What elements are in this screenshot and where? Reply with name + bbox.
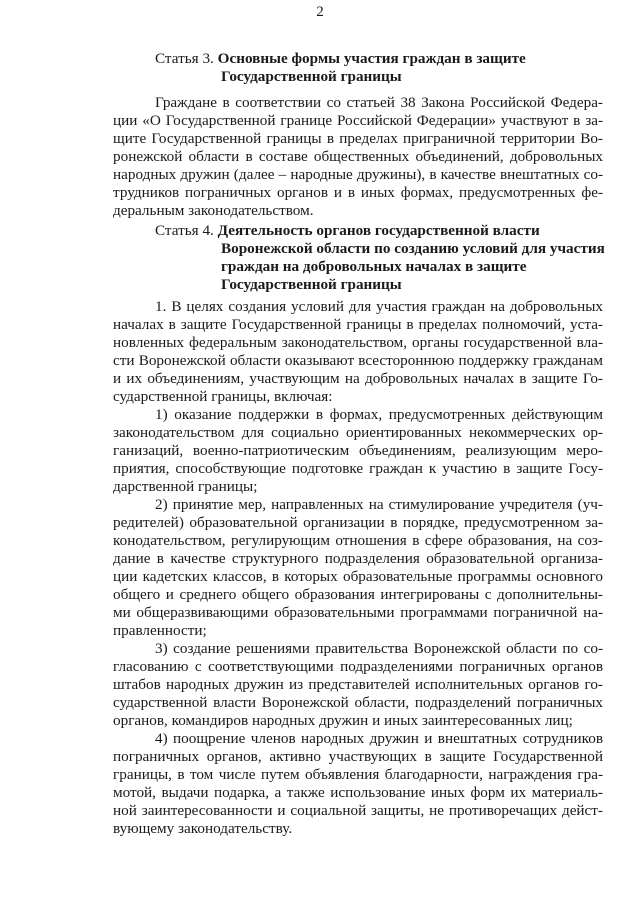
article4-body-line: 4) поощрение членов народных дружин и внештатных сотрудников [155,730,603,747]
article3-body-line: щите Государственной границы в пределах приграничной территории Во- [113,130,603,147]
article4-body-line: сударственной границы, включая: [113,388,333,405]
page-number: 2 [316,4,324,20]
article3-body-line: деральным законодательством. [113,202,314,219]
article4-body-line: вующему законодательству. [113,820,293,837]
article4-title-1: Деятельность органов государственной власти [217,222,540,239]
article3-prefix: Статья 3. [155,50,214,67]
article4-body-line: дание в качестве структурного подразделения образовательной организа- [113,550,603,567]
article4-body-line: гласованию с соответствующими подразделениями пограничных органов [113,658,603,675]
article4-title-2: Воронежской области по созданию условий для участия [221,240,605,257]
article3-body-line: трудников пограничных органов и в иных формах, предусмотренных фе- [113,184,603,201]
article3-body-line: ции «О Государственной границе Российской Федерации» участвуют в за- [113,112,603,129]
article4-body-line: ганизаций, военно-патриотическим объединениям, реализующим меро- [113,442,603,459]
article3-heading-line-1 [155,50,526,68]
article4-heading-line-1 [155,222,540,240]
article3-title-1: Основные формы участия граждан в защите [217,50,526,67]
article4-title-3: граждан на добровольных началах в защите [221,258,527,275]
article4-body-line: 1. В целях создания условий для участия граждан на добровольных [155,298,603,315]
article3-title-2: Государственной границы [221,68,402,85]
article4-body-line: органов, командиров народных дружин и иных заинтересованных лиц; [113,712,573,729]
article3-body-line: народных дружин (далее – народные дружины), в качестве внештатных со- [113,166,603,183]
article4-body-line: и их объединениям, участвующим на добровольных началах в защите Го- [113,370,603,387]
article4-body-line: общего и среднего общего образования интегрированы с дополнительны- [113,586,603,603]
article4-body-line: законодательством для социально ориентированных некоммерческих ор- [113,424,603,441]
article4-body-line: ции кадетских классов, в которых образовательные программы основного [113,568,603,585]
article4-body-line: конодательством, регулирующим отношения в сфере образования, на соз- [113,532,603,549]
article4-body-line: ми общеразвивающими образовательными программами пограничной на- [113,604,603,621]
article4-body-line: дарственной границы; [113,478,258,495]
article3-body-line: ронежской области в составе общественных объединений, добровольных [113,148,603,165]
article4-body-line: 3) создание решениями правительства Воронежской области по со- [155,640,603,657]
article4-body-line: ной заинтересованности и социальной защиты, не противоречащих дейст- [113,802,603,819]
article4-body-line: границы, в том числе путем объявления благодарности, награждения гра- [113,766,603,783]
article4-body-line: приятия, способствующие подготовке граждан к участию в защите Госу- [113,460,603,477]
article4-body-line: новленных федеральным законодательством, органы государственной вла- [113,334,603,351]
article4-body-line: редителей) образовательной организации в порядке, предусмотренном за- [113,514,603,531]
article3-body-line: Граждане в соответствии со статьей 38 Закона Российской Федера- [155,94,603,111]
article4-body-line: 2) принятие мер, направленных на стимулирование учредителя (уч- [155,496,603,513]
article4-body-line: сударственной власти Воронежской области, подразделений пограничных [113,694,603,711]
article4-title-4: Государственной границы [221,276,402,293]
article4-prefix: Статья 4. [155,222,214,239]
article4-body-line: сти Воронежской области оказывают всестороннюю поддержку гражданам [113,352,603,369]
article4-body-line: мотой, выдачи подарка, а также использование иных форм их материаль- [113,784,603,801]
article4-body-line: пограничных органов, активно участвующих в защите Государственной [113,748,603,765]
article4-body-line: правленности; [113,622,207,639]
article4-body-line: началах в защите Государственной границы в пределах полномочий, уста- [113,316,603,333]
article4-body-line: 1) оказание поддержки в формах, предусмотренных действующим [155,406,603,423]
article4-body-line: штабов народных дружин из представителей исполнительных органов го- [113,676,603,693]
